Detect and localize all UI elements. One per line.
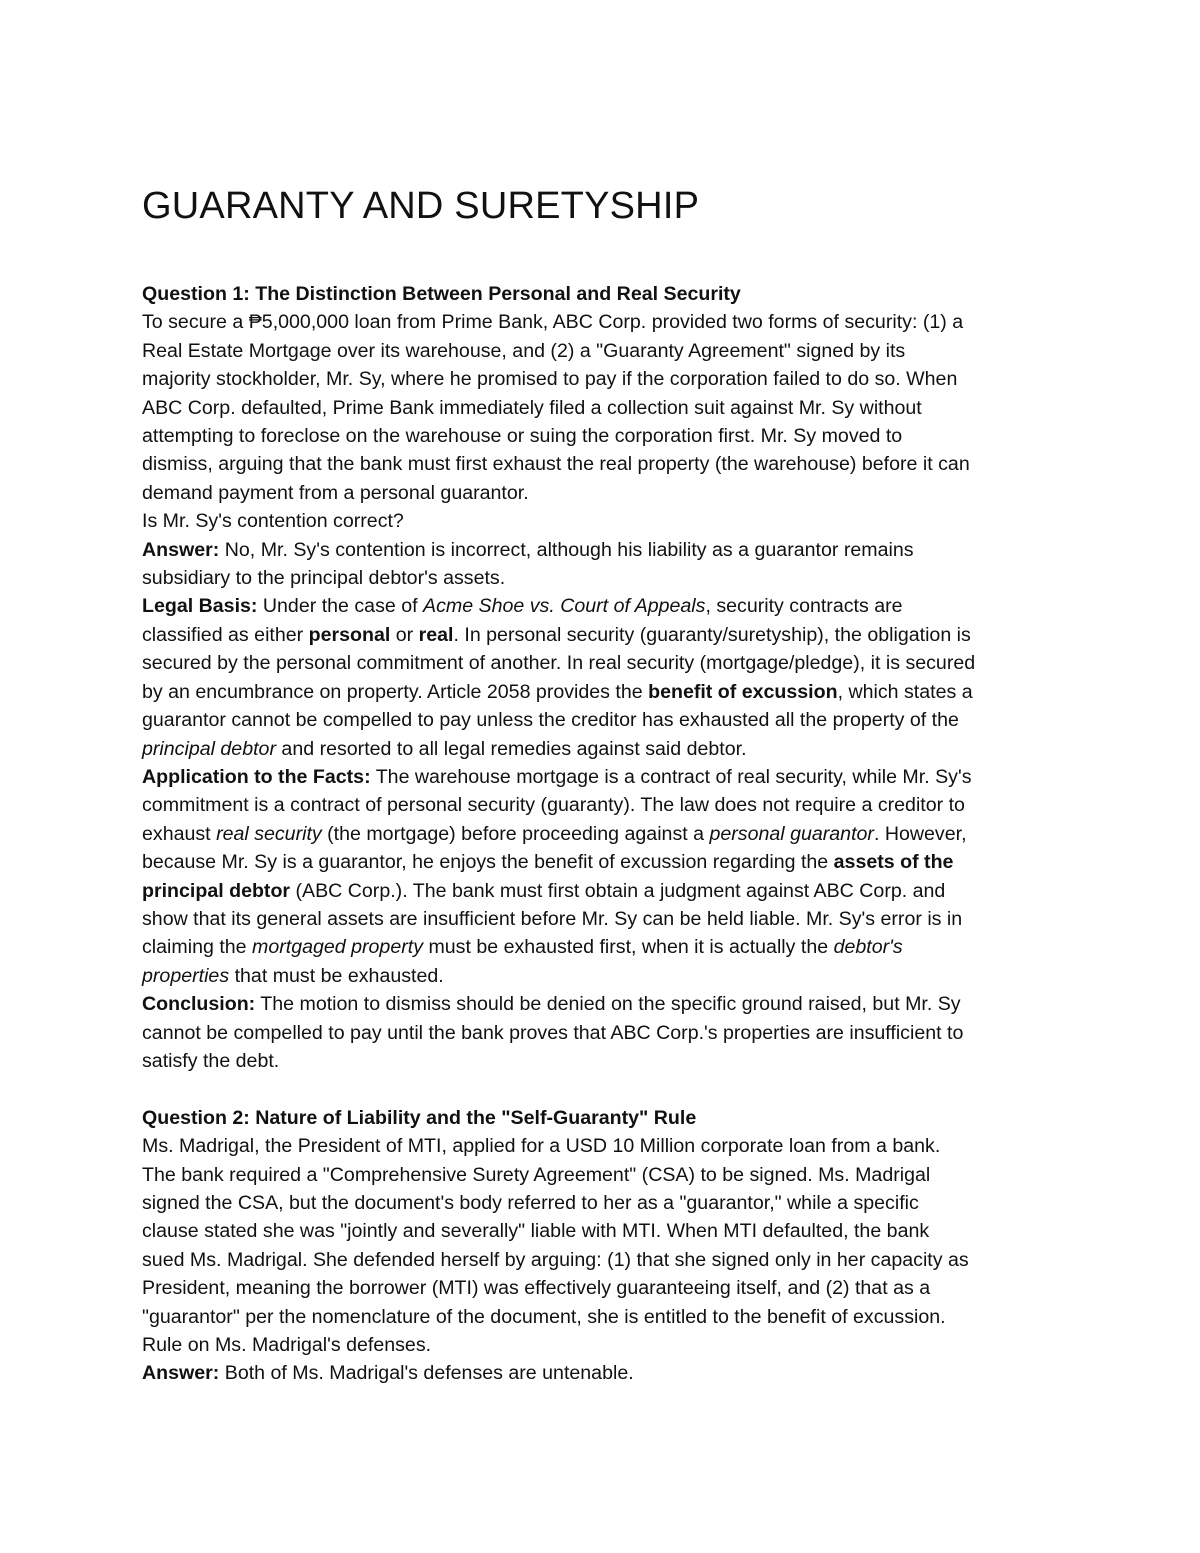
application-line: [142, 848, 1067, 876]
conclusion-line: [142, 990, 1067, 1018]
emphasis-real-security: real security: [216, 822, 322, 845]
application-text: claiming the: [142, 936, 252, 959]
question-1-facts-line: demand payment from a personal guarantor.: [142, 481, 529, 504]
question-1-facts-line: Real Estate Mortgage over its warehouse, and (2) a "Guaranty Agreement" signed by its: [142, 339, 906, 362]
application-line: commitment is a contract of personal security (guaranty). The law does not require a creditor to: [142, 794, 965, 817]
emphasis-benefit-of-excussion: benefit of excussion: [648, 680, 838, 703]
question-1-question: Is Mr. Sy's contention correct?: [142, 510, 404, 533]
application-line: [142, 763, 1067, 791]
emphasis-personal-guarantor: personal guarantor: [709, 822, 874, 845]
application-text: exhaust: [142, 822, 217, 845]
legal-basis-line: [142, 592, 1067, 620]
question-1-facts-line: To secure a ₱5,000,000 loan from Prime Bank, ABC Corp. provided two forms of security: (1) a: [142, 311, 964, 334]
conclusion-line: satisfy the debt.: [142, 1049, 280, 1072]
legal-basis-text: , security contracts are: [705, 595, 903, 618]
question-2-section: [142, 1104, 1067, 1388]
question-2-facts-line: President, meaning the borrower (MTI) was effectively guaranteeing itself, and (2) that as a: [142, 1277, 931, 1300]
document-page: [142, 183, 1067, 1388]
legal-basis-line: [142, 735, 1067, 763]
application-text: . However,: [873, 822, 967, 845]
question-1-answer-line: subsidiary to the principal debtor's assets.: [142, 567, 506, 590]
legal-basis-text: or: [390, 623, 419, 646]
application-label: Application to the Facts:: [142, 765, 371, 788]
legal-basis-label: Legal Basis:: [142, 595, 258, 618]
question-2-facts-line: Rule on Ms. Madrigal's defenses.: [142, 1334, 432, 1357]
question-1-answer: [142, 536, 1067, 564]
question-1-facts-line: attempting to foreclose on the warehouse or suing the corporation first. Mr. Sy moved to: [142, 425, 903, 448]
conclusion-line: cannot be compelled to pay until the bank proves that ABC Corp.'s properties are insufficient to: [142, 1021, 964, 1044]
application-line: [142, 933, 1067, 961]
emphasis-mortgaged-property: mortgaged property: [252, 936, 423, 959]
legal-basis-text: Under the case of: [257, 595, 423, 618]
question-2-facts-line: "guarantor" per the nomenclature of the document, she is entitled to the benefit of excussion.: [142, 1305, 946, 1328]
legal-basis-line: [142, 621, 1067, 649]
emphasis-personal: personal: [308, 623, 391, 646]
question-1-facts-line: dismiss, arguing that the bank must first exhaust the real property (the warehouse) before it can: [142, 453, 970, 476]
question-2-facts-line: The bank required a "Comprehensive Surety Agreement" (CSA) to be signed. Ms. Madrigal: [142, 1163, 931, 1186]
emphasis-principal-debtor: principal debtor: [142, 737, 276, 760]
answer-label: Answer:: [142, 538, 220, 561]
emphasis-properties: properties: [142, 964, 230, 987]
application-text: (the mortgage) before proceeding against a: [321, 822, 710, 845]
application-text: The warehouse mortgage is a contract of real security, while Mr. Sy's: [370, 765, 972, 788]
conclusion-label: Conclusion:: [142, 993, 256, 1016]
question-1-facts-line: ABC Corp. defaulted, Prime Bank immediately filed a collection suit against Mr. Sy without: [142, 396, 922, 419]
legal-basis-line: guarantor cannot be compelled to pay unless the creditor has exhausted all the property of the: [142, 709, 959, 732]
question-2-facts-line: clause stated she was "jointly and severally" liable with MTI. When MTI defaulted, the bank: [142, 1220, 930, 1243]
application-line: [142, 877, 1067, 905]
question-2-facts-line: Ms. Madrigal, the President of MTI, applied for a USD 10 Million corporate loan from a bank.: [142, 1135, 941, 1158]
question-2-heading: Question 2: Nature of Liability and the "Self-Guaranty" Rule: [142, 1106, 697, 1129]
legal-basis-text: classified as either: [142, 623, 309, 646]
question-1-section: [142, 280, 1067, 1075]
application-text: (ABC Corp.). The bank must first obtain a judgment against ABC Corp. and: [290, 879, 946, 902]
legal-basis-text: by an encumbrance on property. Article 2058 provides the: [142, 680, 649, 703]
legal-basis-line: [142, 678, 1067, 706]
application-text: that must be exhausted.: [229, 964, 444, 987]
question-1-heading: Question 1: The Distinction Between Personal and Real Security: [142, 283, 741, 305]
conclusion-text: The motion to dismiss should be denied on the specific ground raised, but Mr. Sy: [255, 993, 961, 1016]
application-line: [142, 962, 1067, 990]
answer-text: No, Mr. Sy's contention is incorrect, although his liability as a guarantor remains: [219, 538, 914, 561]
case-citation: Acme Shoe vs. Court of Appeals: [423, 595, 706, 618]
emphasis-real: real: [418, 623, 454, 646]
question-2-answer: [142, 1359, 1067, 1387]
emphasis-principal-debtor-bold: principal debtor: [142, 879, 291, 902]
emphasis-debtors: debtor's: [833, 936, 903, 959]
question-2-facts-line: sued Ms. Madrigal. She defended herself by arguing: (1) that she signed only in her capacity as: [142, 1248, 969, 1271]
legal-basis-text: . In personal security (guaranty/suretyship), the obligation is: [453, 623, 971, 646]
application-text: must be exhausted first, when it is actually the: [423, 936, 834, 959]
answer-text: Both of Ms. Madrigal's defenses are untenable.: [219, 1362, 634, 1385]
legal-basis-text: and resorted to all legal remedies against said debtor.: [275, 737, 747, 760]
document-title: GUARANTY AND SURETYSHIP: [142, 185, 700, 227]
section-spacer: [142, 1075, 1067, 1103]
question-2-facts-line: signed the CSA, but the document's body referred to her as a "guarantor," while a specific: [142, 1191, 919, 1214]
emphasis-assets-of-the: assets of the: [833, 851, 954, 874]
question-1-facts-line: majority stockholder, Mr. Sy, where he promised to pay if the corporation failed to do so. When: [142, 368, 958, 391]
application-line: show that its general assets are insufficient before Mr. Sy can be held liable. Mr. Sy's error is in: [142, 907, 963, 930]
application-line: [142, 820, 1067, 848]
legal-basis-text: , which states a: [837, 680, 973, 703]
application-text: because Mr. Sy is a guarantor, he enjoys the benefit of excussion regarding the: [142, 851, 834, 874]
answer-label: Answer:: [142, 1362, 220, 1385]
legal-basis-line: secured by the personal commitment of another. In real security (mortgage/pledge), it is secured: [142, 652, 976, 675]
